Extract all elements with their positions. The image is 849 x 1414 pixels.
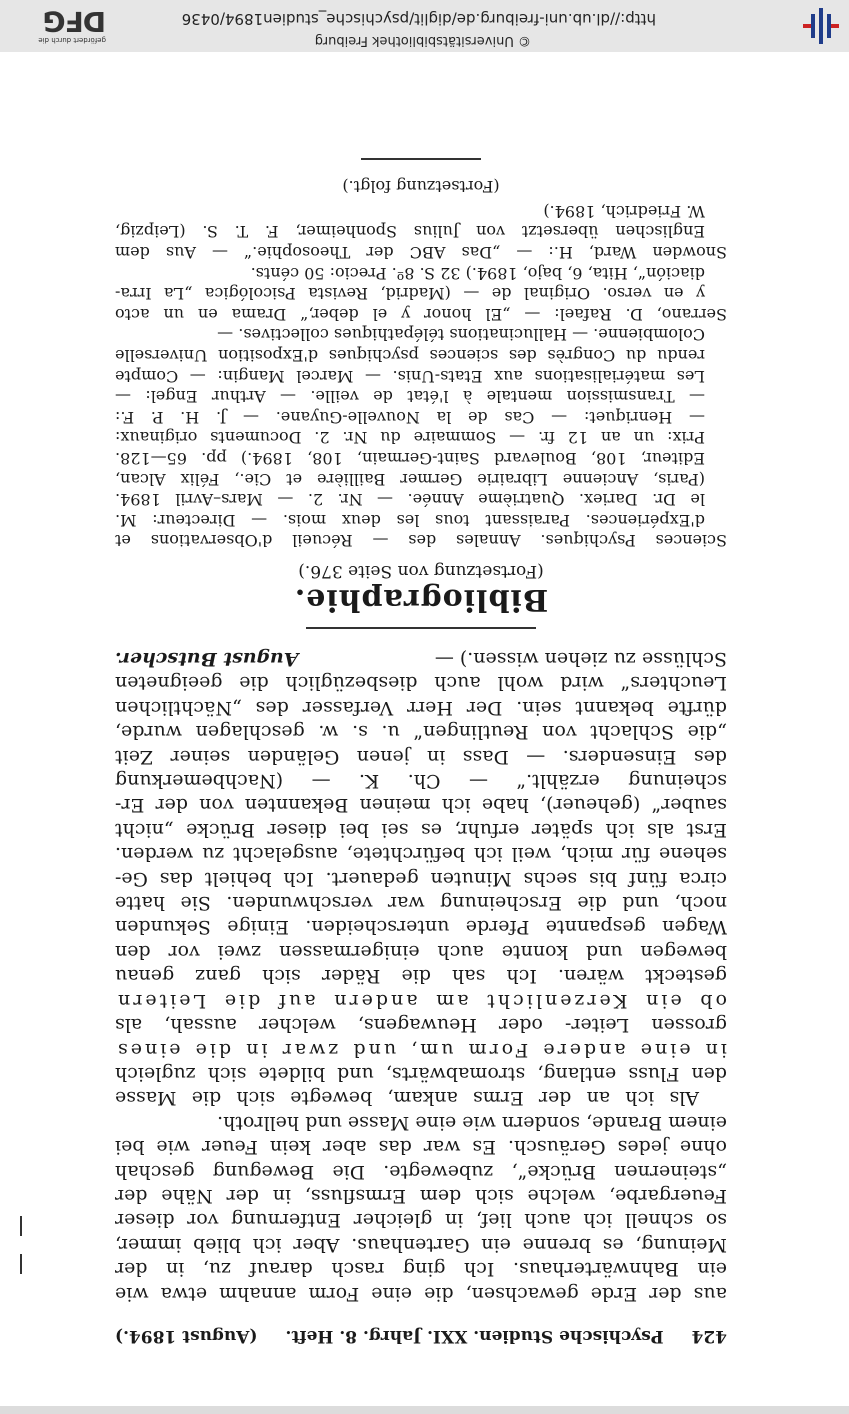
- text-line: noch, und die Erscheinung war verschwunden. Sie hatte: [115, 892, 727, 915]
- text-line: in eine andere Form um, und zwar in die eines: [115, 1038, 727, 1061]
- author-signature: August Butscher.: [115, 648, 299, 671]
- bibliography-line: rendu du Congrès des sciences psychiques d'Exposition Universelle: [115, 345, 705, 365]
- text-line: Feuergarbe, welche sich dem Ermsfluss, in der Nähe der: [115, 1184, 727, 1207]
- viewer-footer: [0, 0, 849, 52]
- bibliography-line: W. Friedrich, 1894.): [543, 201, 705, 221]
- journal-title: Psychische Studien. XXI. Jahrg. 8. Heft.: [285, 1326, 664, 1346]
- text-line: circa fünf bis sechs Minuten gedauert. Ich behielt das Ge-: [115, 867, 727, 890]
- library-logo-icon: [801, 6, 841, 46]
- text-line: grossen Leiter- oder Heuwagens, welcher aussah, als: [115, 1014, 727, 1037]
- bibliography-line: Editeur, 108, Boulevard Saint-Germain, 108, 1894.) pp. 65—128.: [115, 448, 705, 468]
- bibliography-line: (Paris, Ancienne Librairie Germer Baillière et Cie., Félix Alcan,: [115, 469, 705, 489]
- bibliography-line: y en verso. Original de — (Madrid, Revista Psicológica „La Irra-: [115, 284, 705, 304]
- bibliography-line: Sciences Psychiques. Annales des — Récueil d'Observations et: [115, 531, 727, 551]
- bibliography-line: Snowden Ward, H.: — „Das ABC der Theosophie.“ — Aus dem: [115, 243, 727, 262]
- dfg-text: DFG: [43, 5, 106, 38]
- bibliography-line: — Transmission mentale à l'état de veille. — Arthur Engel: —: [115, 387, 705, 407]
- bibliography-line: le Dr. Dariex. Quatrième Année. — Nr. 2. — Mars–Avril 1894.: [115, 490, 705, 510]
- bibliography-line: d'Expériences. Paraissant tous les deux mois. — Directeur: M.: [115, 510, 705, 530]
- bibliography-line: diación“, Hita, 6, bajo, 1894.) 32 S. 8º. Precio: 50 cénts.: [250, 263, 705, 283]
- text-line: so schnell ich auch lief, in gleicher Entfernung vor dieser: [115, 1209, 727, 1232]
- text-line: aus der Erde gewachsen, die eine Form annahm etwa wie: [115, 1282, 727, 1305]
- text-line: „die Schlacht von Reutlingen“ u. s. w. geschlagen wurde,: [115, 721, 727, 744]
- text-line: sehene für mich, weil ich befürchtete, ausgelacht zu werden.: [115, 843, 727, 866]
- text-line: scheinung erzählt.“ — Ch. K. — (Nachbemerkung: [115, 770, 727, 793]
- copyright-notice: © Universitätsbibliothek Freiburg: [314, 33, 531, 48]
- text-line: einem Brande, sondern wie eine Masse und hellroth.: [217, 1111, 727, 1134]
- text-line: bewegen und konnte auch einigermassen zwei vor den: [115, 940, 727, 963]
- text-line: den Fluss entlang, stromabwärts, und bildete sich zugleich: [115, 1062, 727, 1085]
- text-line: [115, 647, 727, 671]
- margin-mark: [20, 1254, 22, 1274]
- text-line: ein Bahnwärterhaus. Ich ging rasch darauf zu, in der: [115, 1258, 727, 1281]
- text-line-start: Schlüsse zu ziehen wissen.) —: [434, 648, 727, 671]
- running-head: [115, 1324, 727, 1348]
- document-url[interactable]: http://dl.ub.uni-freiburg.de/diglit/psychische_studien1894/0436: [181, 10, 656, 28]
- page-content: [115, 158, 727, 1348]
- dfg-note: gefördert durch die: [38, 36, 106, 44]
- issue-date: (August 1894.): [115, 1326, 258, 1346]
- text-line: des Einsenders. — Dass in jenen Geländen seiner Zeit: [115, 745, 727, 768]
- text-line: gesteckt wären. Ich sah die Räder sich ganz genau: [115, 965, 727, 988]
- section-continued-note: (Fortsetzung von Seite 376.): [298, 560, 544, 581]
- text-line: Leuchters“ wird wohl auch diesbezüglich die geeigneten: [115, 672, 727, 695]
- section-divider: [306, 627, 536, 629]
- text-line: ob ein Kerzenlicht am andern auf die Leitern: [115, 989, 727, 1012]
- text-line: „steinernen Brücke“, zubewegte. Die Bewegung geschah: [115, 1160, 727, 1183]
- article-body: [115, 647, 727, 1306]
- bibliography-line: Colombienne. — Hallucinations télépathiques collectives. —: [217, 325, 705, 345]
- text-line: Als ich an der Erms ankam, bewegte sich die Masse: [115, 1087, 699, 1110]
- bibliography-list: [115, 200, 727, 550]
- text-line: ohne jedes Geräusch. Es war das aber kein Feuer wie bei: [115, 1136, 727, 1159]
- text-line: dürfte bekannt sein. Der Herr Verfasser des „Nächtlichen: [115, 696, 727, 719]
- bibliography-line: Prix: un an 12 fr. — Sommaire du Nr. 2. Documents originaux:: [115, 428, 705, 448]
- bibliography-line: Englischen übersetzt von Julius Sponheimer, F. T. S. (Leipzig,: [115, 222, 705, 242]
- section-title: Bibliographie.: [293, 582, 549, 618]
- page-number: 424: [691, 1326, 727, 1346]
- dfg-logo-icon: [10, 4, 106, 44]
- bibliography-line: Les matérialisations aux Etats-Unis. — Marcel Mangin: — Compte: [115, 366, 705, 386]
- text-line: Meinung, es brenne ein Gartenhaus. Aber ich blieb immer,: [115, 1233, 727, 1256]
- bibliography-line: Serrano, D. Rafael: — „El honor y el deber,“ Drama en un acto: [115, 304, 727, 324]
- bibliography-line: — Henriquet: — Cas de la Nouvelle-Guyane. — J. H. P. F.:: [115, 407, 705, 427]
- text-line: Wagen gespannte Pferde unterscheiden. Einige Sekunden: [115, 916, 727, 939]
- text-line: Erst als ich später erfuhr, es sei bei dieser Brücke „nicht: [115, 818, 727, 841]
- continuation-note: (Fortsetzung folgt.): [342, 177, 500, 197]
- text-line: sauber“ (geheuer), habe ich meinen Bekannten von der Er-: [115, 794, 727, 817]
- scan-edge: [0, 1406, 849, 1414]
- margin-mark: [20, 1216, 22, 1236]
- end-divider: [361, 158, 481, 160]
